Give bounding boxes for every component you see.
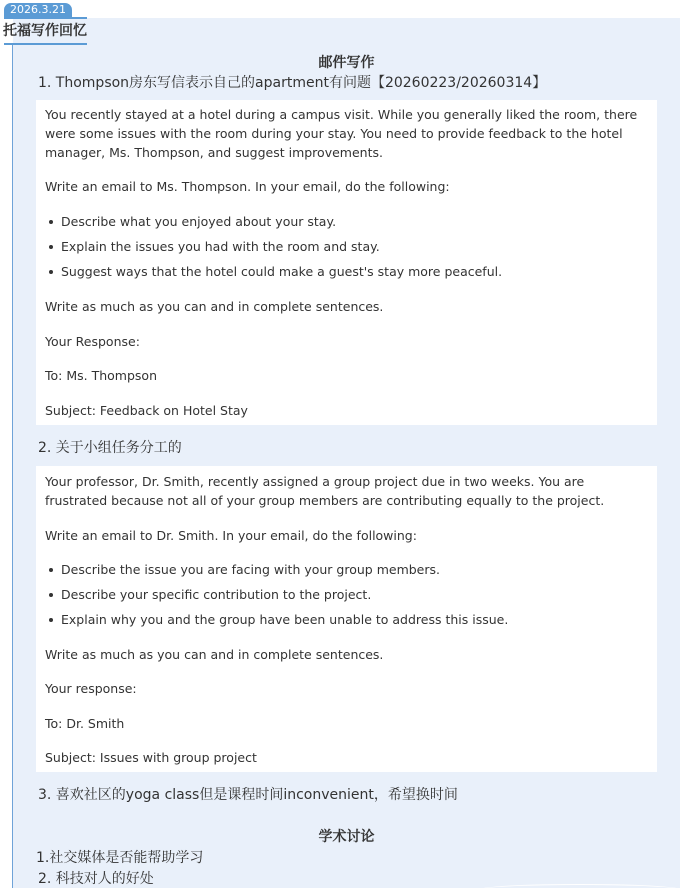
prompt-instruction: Write an email to Dr. Smith. In your email, do the following: bbox=[45, 528, 417, 543]
email-subject: Subject: Feedback on Hotel Stay bbox=[45, 403, 248, 418]
bottom-decoration bbox=[480, 884, 680, 895]
academic-item-1: 1.社交媒体是否能帮助学习 bbox=[36, 850, 204, 866]
prompt-bullet: Describe your specific contribution to the project. bbox=[45, 585, 649, 604]
response-label: Your response: bbox=[45, 681, 137, 696]
prompt-instruction: Write an email to Ms. Thompson. In your email, do the following: bbox=[45, 179, 450, 194]
section-title: 托福写作回忆 bbox=[3, 23, 87, 39]
email-subject: Subject: Issues with group project bbox=[45, 750, 257, 765]
academic-section-heading: 学术讨论 bbox=[318, 829, 375, 845]
timeline-line bbox=[12, 45, 13, 888]
prompt-bullet: Explain the issues you had with the room and stay. bbox=[45, 237, 649, 256]
email-item-2-card bbox=[36, 466, 657, 772]
academic-item-2: 2. 科技对人的好处 bbox=[38, 871, 154, 887]
prompt-intro: Your professor, Dr. Smith, recently assigned a group project due in two weeks. You are frustrated because not all of your group members are contributing equally to the project. bbox=[45, 474, 605, 508]
response-label: Your Response: bbox=[45, 334, 140, 349]
prompt-bullet: Suggest ways that the hotel could make a guest's stay more peaceful. bbox=[45, 262, 649, 281]
email-to: To: Ms. Thompson bbox=[45, 368, 157, 383]
email-section-heading: 邮件写作 bbox=[318, 55, 375, 71]
prompt-note: Write as much as you can and in complete sentences. bbox=[45, 647, 384, 662]
prompt-bullet: Describe what you enjoyed about your stay. bbox=[45, 212, 649, 231]
email-item-3-title: 3. 喜欢社区的yoga class但是课程时间inconvenient，希望换时间 bbox=[38, 787, 458, 803]
email-item-1-card bbox=[36, 100, 657, 425]
date-tag: 2026.3.21 bbox=[4, 3, 72, 17]
title-underline bbox=[4, 43, 87, 45]
prompt-note: Write as much as you can and in complete sentences. bbox=[45, 299, 384, 314]
email-to: To: Dr. Smith bbox=[45, 716, 125, 731]
prompt-bullet: Describe the issue you are facing with your group members. bbox=[45, 560, 649, 579]
email-item-2-title: 2. 关于小组任务分工的 bbox=[38, 440, 182, 456]
email-item-1-title: 1. Thompson房东写信表示自己的apartment有问题【20260223/20260314】 bbox=[38, 75, 547, 91]
prompt-intro: You recently stayed at a hotel during a campus visit. While you generally liked the room, there were some issues with the room during your stay. You need to provide feedback to the hotel manager, Ms. Thompson, and suggest improvements. bbox=[45, 107, 638, 160]
prompt-bullet: Explain why you and the group have been unable to address this issue. bbox=[45, 610, 649, 629]
